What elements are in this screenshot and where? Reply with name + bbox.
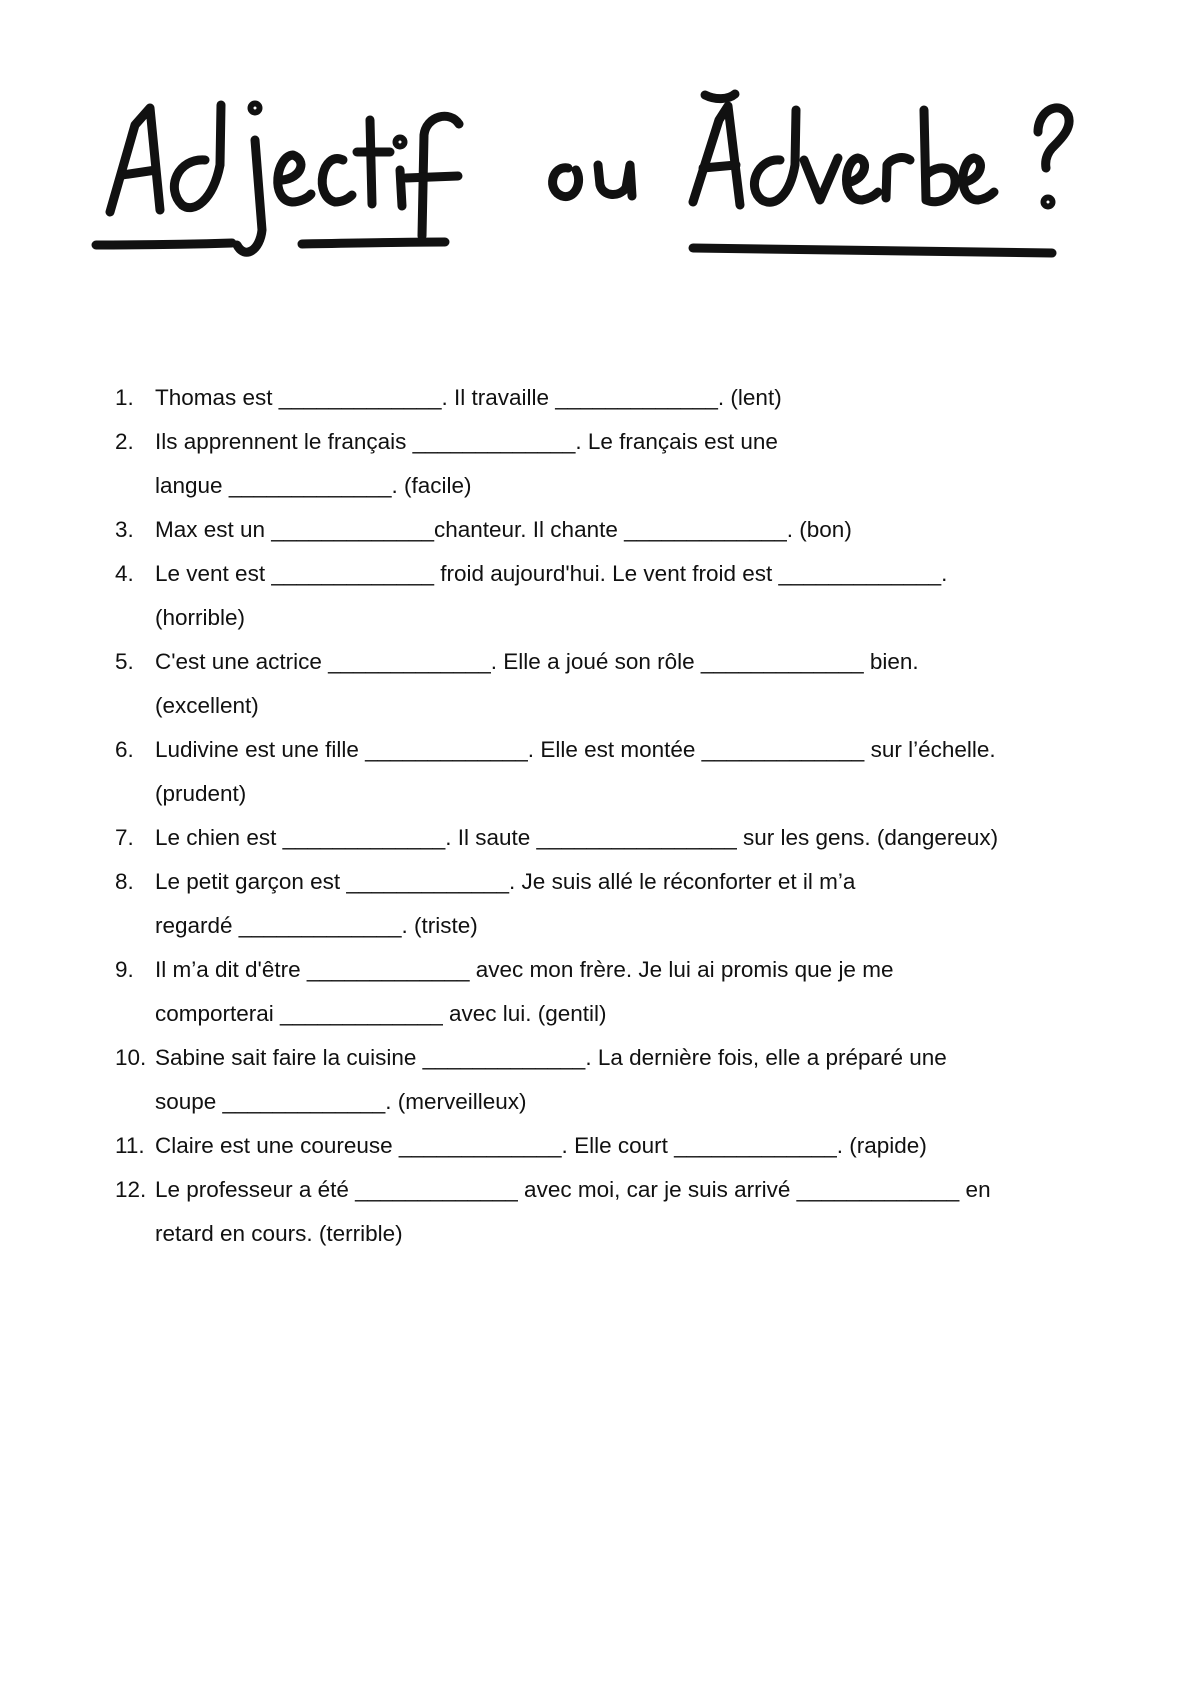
item-number: 7. <box>115 825 134 850</box>
exercise-item-8 <box>115 860 1075 948</box>
item-text-line: Ils apprennent le français _____________. Le français est une <box>155 429 778 454</box>
item-text-line: regardé _____________. (triste) <box>155 913 478 938</box>
item-text-line: retard en cours. (terrible) <box>155 1221 403 1246</box>
item-text-line: langue _____________. (facile) <box>155 473 472 498</box>
item-number: 9. <box>115 957 134 982</box>
item-number: 11. <box>115 1133 145 1158</box>
exercise-list <box>115 376 1075 1256</box>
exercise-item-12 <box>115 1168 1075 1256</box>
item-text-line: Il m’a dit d'être _____________ avec mon frère. Je lui ai promis que je me <box>155 957 894 982</box>
item-text-line: Claire est une coureuse _____________. Elle court _____________. (rapide) <box>155 1133 927 1158</box>
exercise-item-6 <box>115 728 1075 816</box>
item-text-line: Le petit garçon est _____________. Je suis allé le réconforter et il m’a <box>155 869 856 894</box>
item-text-line: soupe _____________. (merveilleux) <box>155 1089 527 1114</box>
item-text-line: Le vent est _____________ froid aujourd'hui. Le vent froid est _____________. <box>155 561 948 586</box>
exercise-item-3 <box>115 508 1075 552</box>
item-text-line: C'est une actrice _____________. Elle a joué son rôle _____________ bien. <box>155 649 919 674</box>
item-text-line: (prudent) <box>155 781 247 806</box>
item-text-line: Max est un _____________chanteur. Il chante _____________. (bon) <box>155 517 852 542</box>
item-number: 10. <box>115 1045 147 1070</box>
item-number: 5. <box>115 649 134 674</box>
item-number: 1. <box>115 385 134 410</box>
exercise-item-11 <box>115 1124 1075 1168</box>
item-number: 2. <box>115 429 134 454</box>
item-text-line: comporterai _____________ avec lui. (gentil) <box>155 1001 607 1026</box>
item-number: 4. <box>115 561 134 586</box>
item-number: 12. <box>115 1177 147 1202</box>
exercise-item-7 <box>115 816 1075 860</box>
exercise-item-1 <box>115 376 1075 420</box>
item-number: 6. <box>115 737 134 762</box>
item-text-line: (horrible) <box>155 605 246 630</box>
item-number: 3. <box>115 517 134 542</box>
item-text-line: (excellent) <box>155 693 259 718</box>
handwritten-title <box>0 0 1200 300</box>
exercise-item-4 <box>115 552 1075 640</box>
item-text-line: Le chien est _____________. Il saute ________________ sur les gens. (dangereux) <box>155 825 999 850</box>
item-text-line: Le professeur a été _____________ avec moi, car je suis arrivé _____________ en <box>155 1177 991 1202</box>
exercise-item-9 <box>115 948 1075 1036</box>
item-number: 8. <box>115 869 134 894</box>
exercise-item-5 <box>115 640 1075 728</box>
item-text-line: Thomas est _____________. Il travaille _____________. (lent) <box>155 385 782 410</box>
exercise-item-10 <box>115 1036 1075 1124</box>
item-text-line: Ludivine est une fille _____________. Elle est montée _____________ sur l’échelle. <box>155 737 996 762</box>
item-text-line: Sabine sait faire la cuisine _____________. La dernière fois, elle a préparé une <box>155 1045 947 1070</box>
exercise-item-2 <box>115 420 1075 508</box>
